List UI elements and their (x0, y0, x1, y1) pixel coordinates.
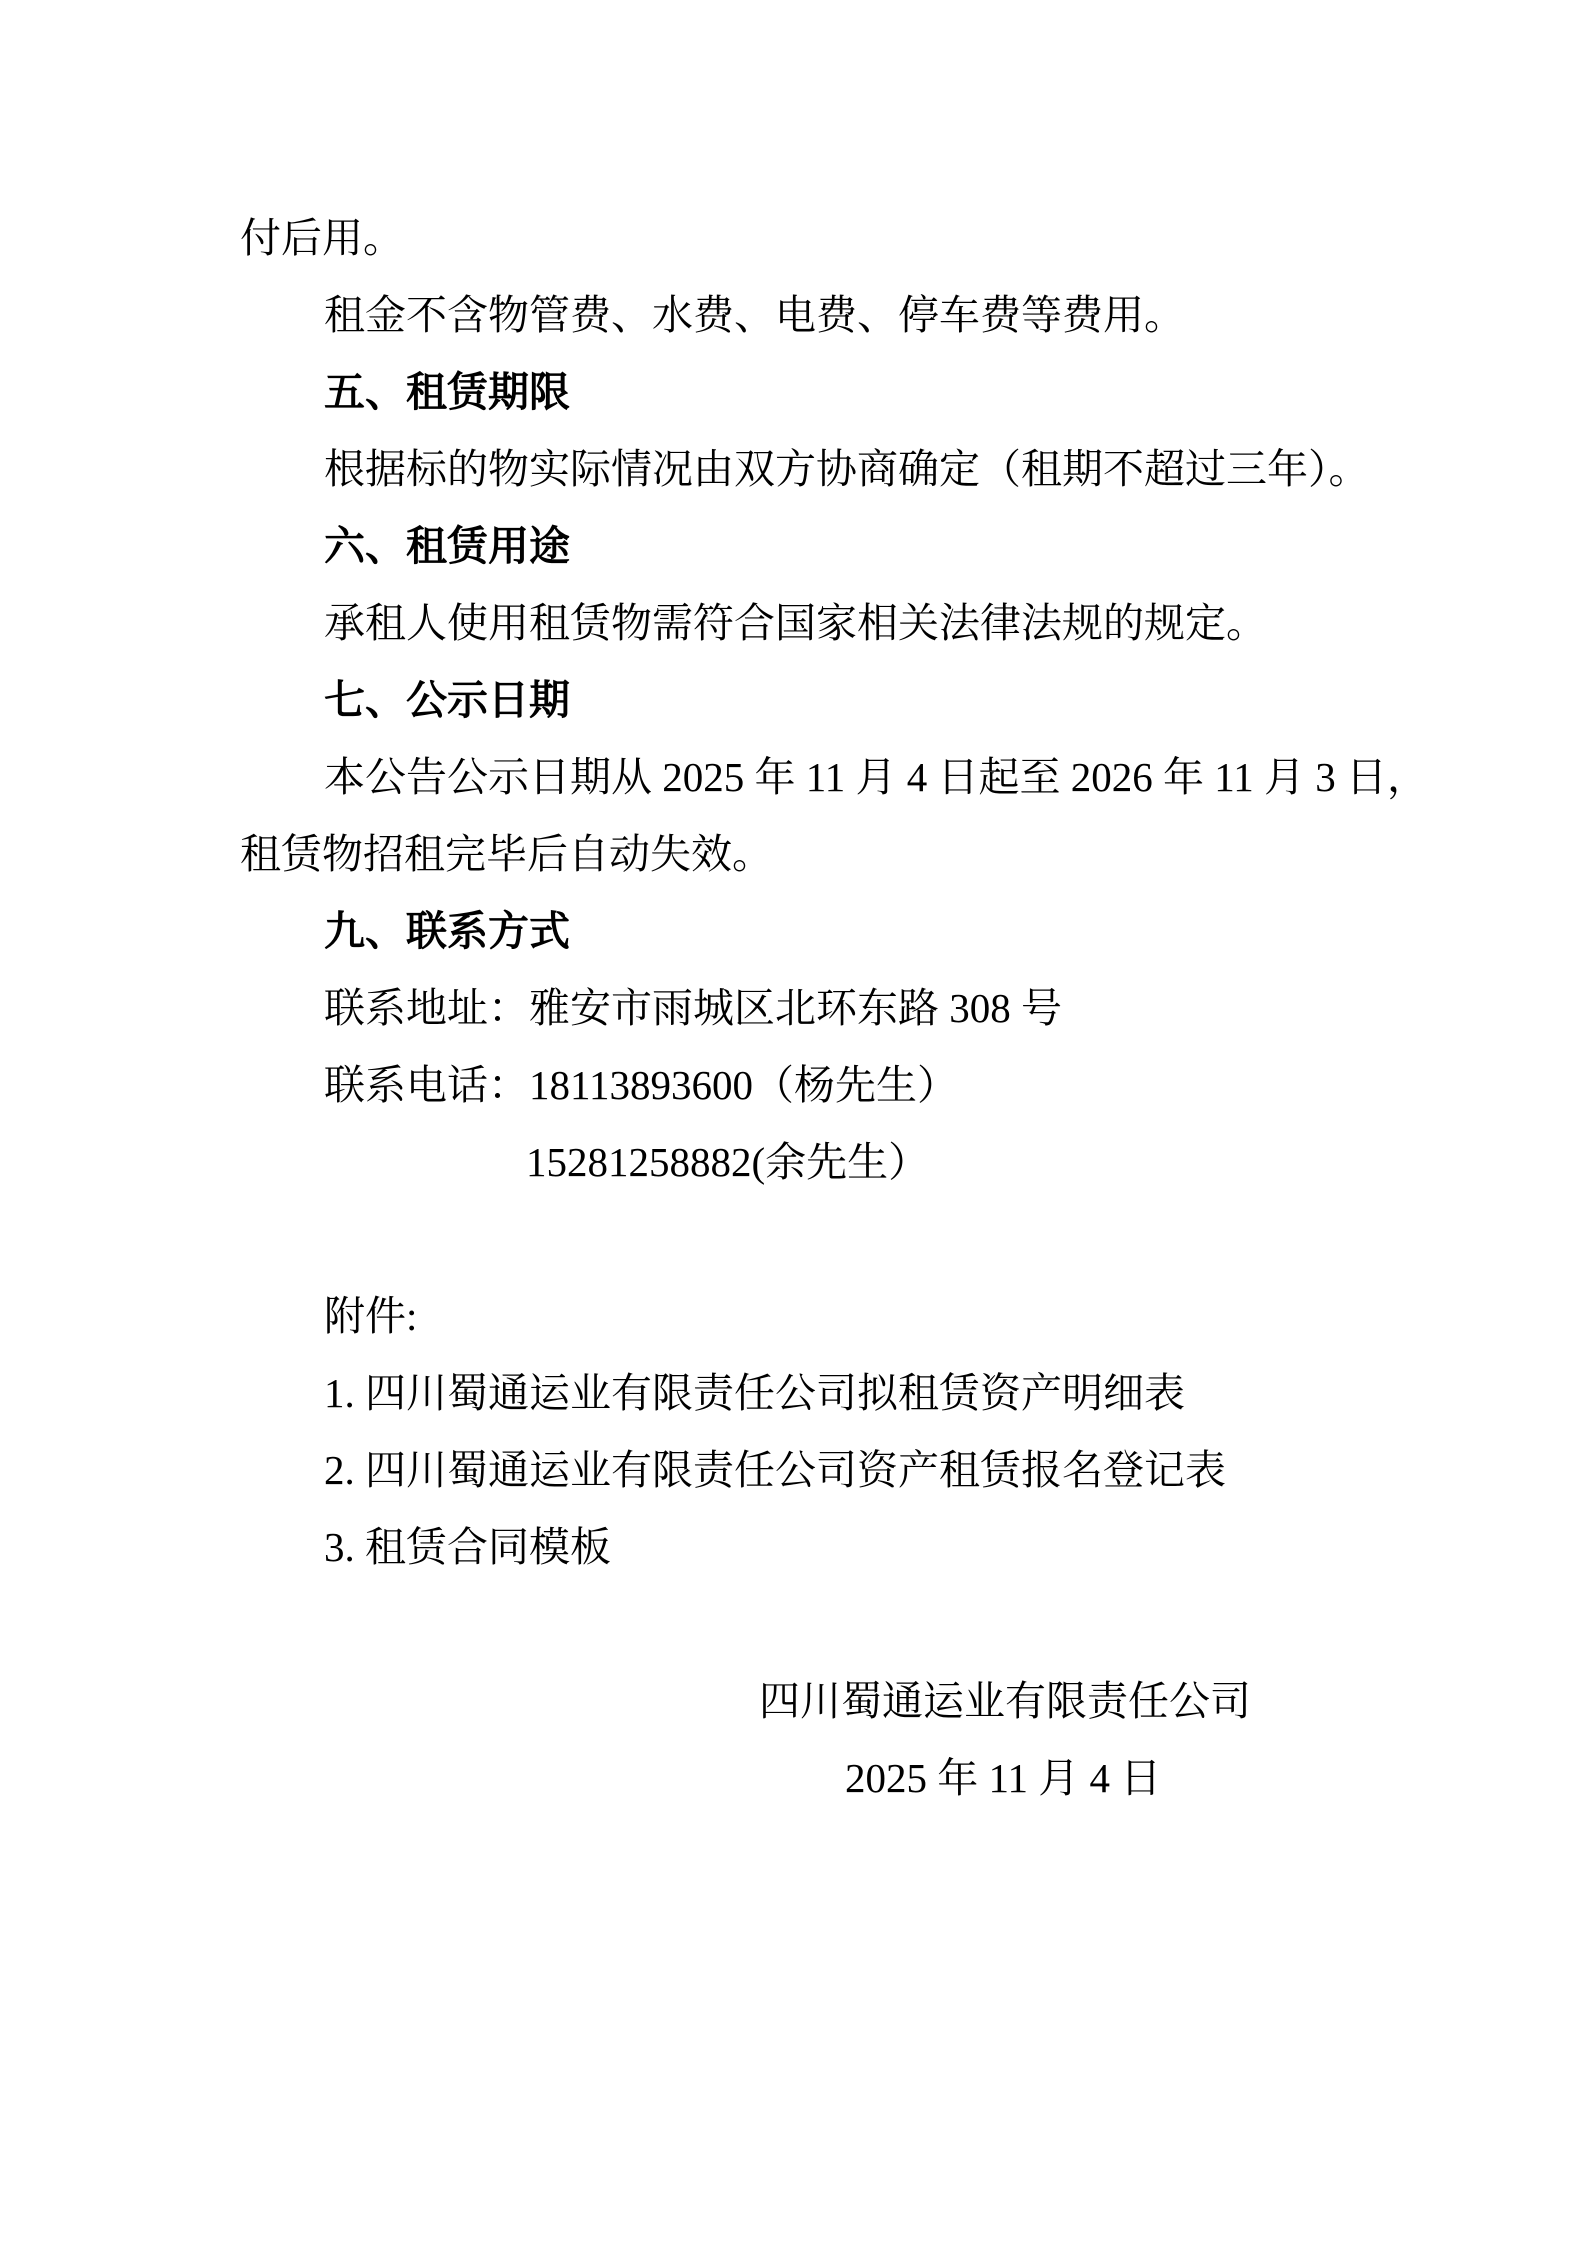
signature-company: 四川蜀通运业有限责任公司 (759, 1678, 1251, 1724)
contact-phone-line-1: 联系电话：18113893600（杨先生） (324, 1062, 958, 1108)
attachments-label: 附件: (324, 1293, 418, 1339)
signature-date: 2025 年 11 月 4 日 (845, 1755, 1162, 1801)
publicity-period-paragraph-line2: 租赁物招租完毕后自动失效。 (240, 831, 773, 877)
attachment-item-3: 3. 租赁合同模板 (324, 1524, 611, 1570)
section-heading-contact: 九、联系方式 (324, 908, 570, 954)
contact-address-line: 联系地址：雅安市雨城区北环东路 308 号 (324, 985, 1062, 1031)
lease-term-paragraph: 根据标的物实际情况由双方协商确定（租期不超过三年）。 (324, 446, 1370, 492)
contact-phone-line-2: 15281258882(余先生） (526, 1139, 930, 1185)
section-heading-lease-purpose: 六、租赁用途 (324, 523, 570, 569)
attachment-item-1: 1. 四川蜀通运业有限责任公司拟租赁资产明细表 (324, 1370, 1185, 1416)
section-heading-lease-term: 五、租赁期限 (324, 369, 570, 415)
attachment-item-2: 2. 四川蜀通运业有限责任公司资产租赁报名登记表 (324, 1447, 1226, 1493)
section-heading-publicity-period: 七、公示日期 (324, 677, 570, 723)
publicity-period-paragraph-line1: 本公告公示日期从 2025 年 11 月 4 日起至 2026 年 11 月 3 日， (324, 754, 1428, 800)
continuation-paragraph: 付后用。 (240, 215, 404, 261)
lease-purpose-paragraph: 承租人使用租赁物需符合国家相关法律法规的规定。 (324, 600, 1267, 646)
fee-note-paragraph: 租金不含物管费、水费、电费、停车费等费用。 (324, 292, 1185, 338)
